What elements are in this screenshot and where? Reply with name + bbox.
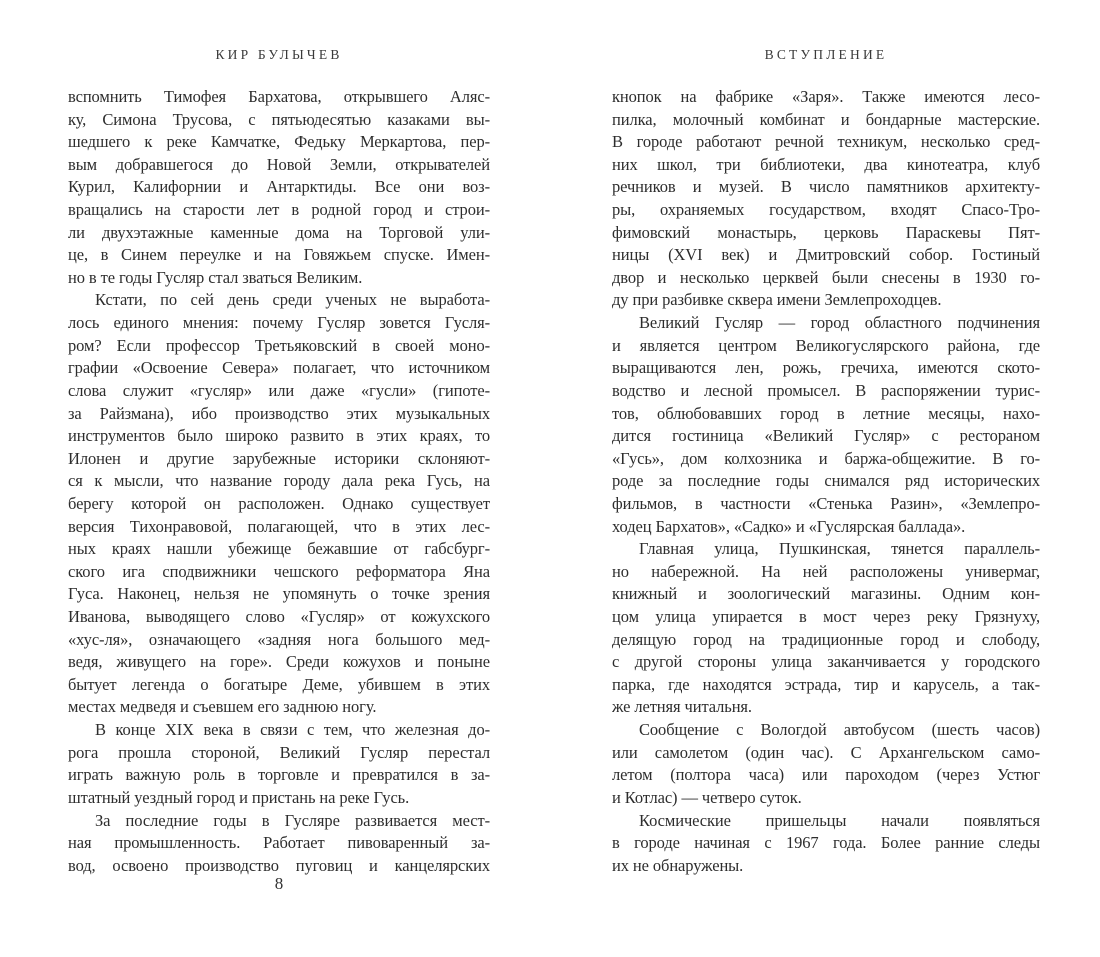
text-line: В конце XIX века в связи с тем, что железная до- (95, 720, 490, 740)
text-line: но в те годы Гусляр стал зваться Великим. (68, 267, 363, 287)
text-line: тов, облюбовавших город в летние месяцы, нахо- (612, 403, 1040, 423)
text-line: фильмов, в частности «Стенька Разин», «Землепро- (612, 493, 1040, 513)
text-line: ходец Бархатов», «Садко» и «Гуслярская баллада». (612, 516, 966, 536)
right-page-text-column (612, 86, 1040, 877)
text-line: водство и лесной промысел. В распоряжении турис- (612, 380, 1040, 400)
text-line: книжный и зоологический магазины. Одним кон- (612, 584, 1040, 604)
text-line: за Райзмана), ибо производство этих музыкальных (68, 403, 490, 423)
text-line: и является центром Великогуслярского района, где (612, 335, 1040, 355)
left-page (68, 0, 490, 957)
text-line: местах медведя и съевшем его заднюю ногу. (68, 697, 377, 717)
text-line: За последние годы в Гусляре развивается мест- (95, 810, 490, 830)
text-line: шедшего к реке Камчатке, Федьку Меркартова, пер- (68, 132, 490, 152)
text-line: или самолетом (один час). С Архангельском само- (612, 742, 1040, 762)
text-line: вращались на старости лет в родной город и строи- (68, 200, 490, 220)
text-line: делящую город на традиционные город и слободу, (612, 629, 1040, 649)
text-line: играть важную роль в торговле и превратился в за- (68, 765, 490, 785)
text-line: ная промышленность. Работает пивоваренный за- (68, 833, 490, 853)
text-line: и Котлас) — четверо суток. (612, 787, 802, 807)
text-line: парка, где находятся эстрада, тир и карусель, а так- (612, 674, 1040, 694)
text-line: фимовский монастырь, церковь Параскевы Пят- (612, 222, 1040, 242)
text-line: слова служит «гусляр» или даже «гусли» (гипоте- (68, 380, 490, 400)
text-line: берегу которой он расположен. Однако существует (68, 493, 490, 513)
text-line: Иванова, выводящего слово «Гусляр» от кожухского (68, 607, 490, 627)
text-line: кнопок на фабрике «Заря». Также имеются лесо- (612, 87, 1040, 106)
text-line: их не обнаружены. (612, 855, 744, 875)
text-line: рога прошла стороной, Великий Гусляр перестал (68, 742, 490, 762)
text-line: Главная улица, Пушкинская, тянется параллель- (639, 539, 1040, 559)
text-line: графии «Освоение Севера» полагает, что источником (68, 358, 490, 378)
text-line: речников и музей. В число памятников архитекту- (612, 177, 1040, 197)
left-page-text-column (68, 86, 490, 877)
text-line: вод, освоено производство пуговиц и канцелярских (68, 855, 490, 875)
text-line: це, в Синем переулке и на Говяжьем спуске. Имен- (68, 245, 490, 265)
page-number: 8 (274, 874, 284, 893)
text-line: В городе работают речной техникум, несколько сред- (612, 132, 1040, 152)
text-line: штатный уездный город и пристань на реке Гусь. (68, 787, 410, 807)
text-line: ры, охраняемых государством, входят Спасо-Тро- (612, 200, 1040, 220)
text-line: двор и несколько церквей были снесены в 1930 го- (612, 267, 1040, 287)
text-line: пилка, молочный комбинат и бондарные мастерские. (612, 109, 1040, 129)
right-page (612, 0, 1040, 957)
text-line: Гуса. Наконец, нельзя не упомянуть о точке зрения (68, 584, 490, 604)
text-line: лось единого мнения: почему Гусляр зовется Гусля- (68, 313, 490, 333)
text-line: «Гусь», дом колхозника и баржа-общежитие. В го- (612, 448, 1040, 468)
text-line: же летняя читальня. (612, 697, 752, 717)
text-line: роде за последние годы снимался ряд исторических (612, 471, 1040, 491)
text-line: летом (полтора часа) или пароходом (через Устюг (612, 765, 1040, 785)
text-line: цом улица упирается в мост через реку Грязнуху, (612, 607, 1040, 627)
text-line: Великий Гусляр — город областного подчинения (639, 313, 1040, 333)
text-line: ду при разбивке сквера имени Землепроходцев. (612, 290, 942, 310)
running-header-author: КИР БУЛЫЧЕВ (215, 47, 343, 62)
text-line: ского ига сподвижники чешского реформатора Яна (68, 561, 490, 581)
text-line: дится гостиница «Великий Гусляр» с рестораном (612, 426, 1040, 446)
text-line: Космические пришельцы начали появляться (639, 810, 1040, 830)
text-line: ницы (XVI век) и Дмитровский собор. Гостиный (612, 245, 1040, 265)
text-line: ся к мысли, что название городу дала река Гусь, на (68, 471, 490, 491)
text-line: ли двухэтажные каменные дома на Торговой ули- (68, 222, 490, 242)
text-line: выращиваются лен, рожь, гречиха, имеются ското- (612, 358, 1040, 378)
running-header-chapter: ВСТУПЛЕНИЕ (764, 47, 888, 62)
text-line: версия Тихонравовой, полагающей, что в этих лес- (68, 516, 490, 536)
text-line: Курил, Калифорнии и Антарктиды. Все они воз- (68, 177, 490, 197)
text-line: ром? Если профессор Третьяковский в своей моно- (68, 335, 490, 355)
text-line: в городе начиная с 1967 года. Более ранние следы (612, 833, 1040, 853)
text-line: Кстати, по сей день среди ученых не выработа- (95, 290, 490, 310)
text-line: Илонен и другие зарубежные историки склоняют- (68, 448, 490, 468)
text-line: но набережной. На ней расположены универмаг, (612, 561, 1040, 581)
text-line: ку, Симона Трусова, с пятьюдесятью казаками вы- (68, 109, 490, 129)
text-line: бытует легенда о богатыре Деме, убившем в этих (68, 674, 490, 694)
text-line: с другой стороны улица заканчивается у городского (612, 652, 1040, 672)
text-line: них школ, три библиотеки, два кинотеатра, клуб (612, 154, 1040, 174)
text-line: вым добравшегося до Новой Земли, открывателей (68, 154, 490, 174)
text-line: вспомнить Тимофея Бархатова, открывшего Аляс- (68, 87, 490, 106)
text-line: ных краях нашли убежище бежавшие от габсбург- (68, 539, 490, 559)
text-line: инструментов было широко развито в этих краях, то (68, 426, 490, 446)
text-line: ведя, живущего на горе». Среди кожухов и поныне (68, 652, 490, 672)
text-line: Сообщение с Вологдой автобусом (шесть часов) (639, 720, 1040, 740)
text-line: «хус-ля», означающего «задняя нога большого мед- (68, 629, 490, 649)
